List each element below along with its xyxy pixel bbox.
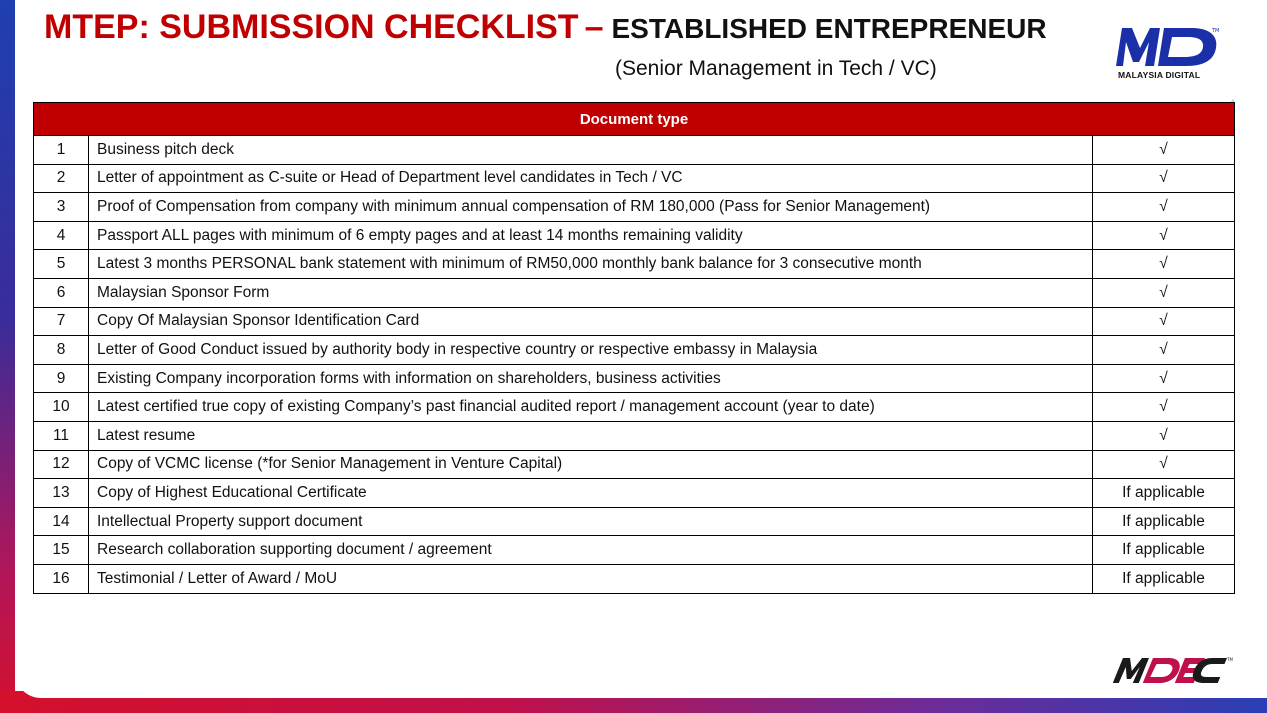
title-main: MTEP: SUBMISSION CHECKLIST <box>44 8 579 46</box>
table-row <box>34 307 1235 336</box>
row-number: 5 <box>34 250 89 279</box>
document-status: √ <box>1093 221 1235 250</box>
table-row <box>34 164 1235 193</box>
table-row <box>34 221 1235 250</box>
submission-checklist-table <box>33 102 1235 594</box>
document-name: Copy of Highest Educational Certificate <box>89 479 1093 508</box>
malaysia-digital-logo <box>1112 24 1222 82</box>
document-status: √ <box>1093 250 1235 279</box>
row-number: 4 <box>34 221 89 250</box>
table-row <box>34 250 1235 279</box>
page-title <box>44 8 1047 47</box>
document-status: √ <box>1093 450 1235 479</box>
document-status: √ <box>1093 364 1235 393</box>
document-name: Copy Of Malaysian Sponsor Identification Card <box>89 307 1093 336</box>
row-number: 1 <box>34 136 89 165</box>
table-row <box>34 450 1235 479</box>
document-name: Research collaboration supporting document / agreement <box>89 536 1093 565</box>
title-dash: – <box>584 8 604 46</box>
row-number: 7 <box>34 307 89 336</box>
row-number: 10 <box>34 393 89 422</box>
document-status: √ <box>1093 193 1235 222</box>
document-status: √ <box>1093 136 1235 165</box>
row-number: 8 <box>34 336 89 365</box>
table-row <box>34 364 1235 393</box>
row-number: 15 <box>34 536 89 565</box>
mdec-logo-icon <box>1112 654 1237 686</box>
table-row <box>34 278 1235 307</box>
document-name: Intellectual Property support document <box>89 507 1093 536</box>
md-logo-icon <box>1112 24 1222 70</box>
table-row <box>34 507 1235 536</box>
row-number: 14 <box>34 507 89 536</box>
document-name: Existing Company incorporation forms with information on shareholders, business activities <box>89 364 1093 393</box>
document-name: Passport ALL pages with minimum of 6 empty pages and at least 14 months remaining validity <box>89 221 1093 250</box>
title-sub: ESTABLISHED ENTREPRENEUR <box>611 13 1047 44</box>
row-number: 11 <box>34 421 89 450</box>
document-name: Letter of appointment as C-suite or Head of Department level candidates in Tech / VC <box>89 164 1093 193</box>
document-name: Latest 3 months PERSONAL bank statement with minimum of RM50,000 monthly bank balance for 3 consecutive month <box>89 250 1093 279</box>
table-row <box>34 136 1235 165</box>
row-number: 6 <box>34 278 89 307</box>
svg-text:TM: TM <box>1212 28 1220 34</box>
table-header-row <box>34 103 1235 136</box>
row-number: 13 <box>34 479 89 508</box>
table-row <box>34 536 1235 565</box>
document-name: Latest resume <box>89 421 1093 450</box>
page-subtitle: (Senior Management in Tech / VC) <box>615 57 937 80</box>
table-row <box>34 193 1235 222</box>
row-number: 16 <box>34 564 89 593</box>
document-status: If applicable <box>1093 536 1235 565</box>
document-status: If applicable <box>1093 479 1235 508</box>
document-name: Letter of Good Conduct issued by authority body in respective country or respective embassy in Malaysia <box>89 336 1093 365</box>
document-name: Testimonial / Letter of Award / MoU <box>89 564 1093 593</box>
document-status: If applicable <box>1093 507 1235 536</box>
svg-text:TM: TM <box>1227 657 1233 662</box>
row-number: 9 <box>34 364 89 393</box>
document-status: If applicable <box>1093 564 1235 593</box>
table-row <box>34 336 1235 365</box>
row-number: 3 <box>34 193 89 222</box>
table-row <box>34 421 1235 450</box>
row-number: 2 <box>34 164 89 193</box>
table-row <box>34 564 1235 593</box>
document-status: √ <box>1093 421 1235 450</box>
document-name: Proof of Compensation from company with minimum annual compensation of RM 180,000 (Pass for Senior Management) <box>89 193 1093 222</box>
document-type-header: Document type <box>34 103 1235 136</box>
md-logo-caption: MALAYSIA DIGITAL <box>1118 70 1201 80</box>
document-name: Business pitch deck <box>89 136 1093 165</box>
table-row <box>34 479 1235 508</box>
document-name: Latest certified true copy of existing Company’s past financial audited report / management account (year to date) <box>89 393 1093 422</box>
document-status: √ <box>1093 393 1235 422</box>
document-status: √ <box>1093 278 1235 307</box>
document-name: Copy of VCMC license (*for Senior Management in Venture Capital) <box>89 450 1093 479</box>
side-gradient-bar <box>0 0 15 713</box>
document-name: Malaysian Sponsor Form <box>89 278 1093 307</box>
row-number: 12 <box>34 450 89 479</box>
document-status: √ <box>1093 164 1235 193</box>
document-status: √ <box>1093 307 1235 336</box>
table-row <box>34 393 1235 422</box>
document-status: √ <box>1093 336 1235 365</box>
